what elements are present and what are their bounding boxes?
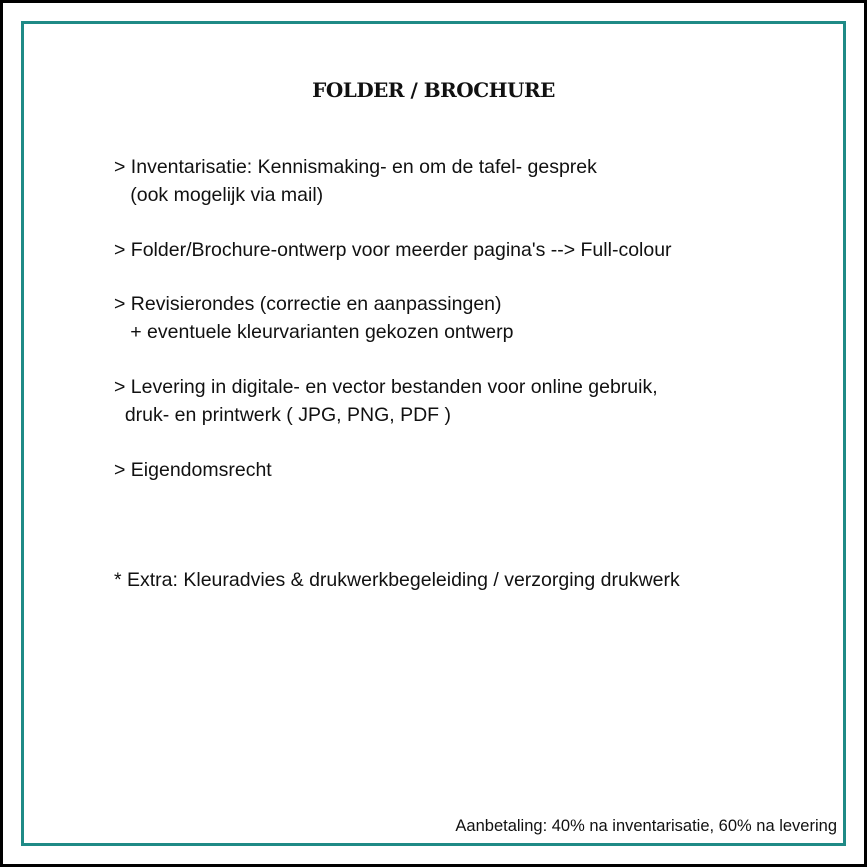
item-ontwerp-line-1: > Folder/Brochure-ontwerp voor meerder pagina's --> Full-colour [114, 239, 672, 261]
page-title: FOLDER / BROCHURE [312, 78, 555, 102]
item-levering-line-2: druk- en printwerk ( JPG, PNG, PDF ) [114, 404, 451, 426]
item-levering-line-1: > Levering in digitale- en vector bestanden voor online gebruik, [114, 376, 658, 398]
payment-note: Aanbetaling: 40% na inventarisatie, 60% na levering [455, 817, 837, 835]
item-eigendomsrecht-line-1: > Eigendomsrecht [114, 459, 272, 481]
extra-note: * Extra: Kleuradvies & drukwerkbegeleiding / verzorging drukwerk [114, 569, 680, 591]
item-revisierondes-line-2: + eventuele kleurvarianten gekozen ontwerp [114, 321, 514, 343]
item-inventarisatie-line-1: > Inventarisatie: Kennismaking- en om de tafel- gesprek [114, 156, 597, 178]
item-inventarisatie-line-2: (ook mogelijk via mail) [114, 184, 324, 206]
item-revisierondes-line-1: > Revisierondes (correctie en aanpassingen) [114, 293, 502, 315]
inner-border [21, 21, 846, 846]
